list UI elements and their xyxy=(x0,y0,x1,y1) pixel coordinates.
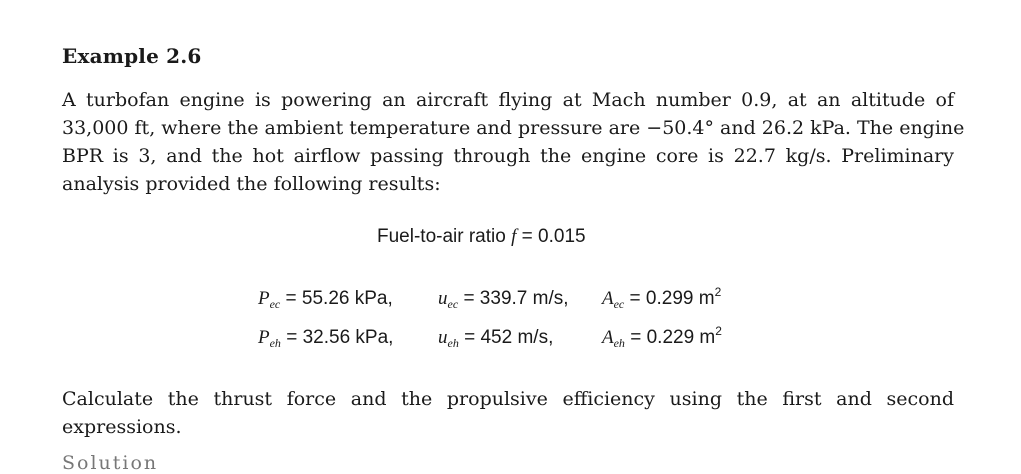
pressure-symbol: P xyxy=(258,327,270,348)
exponent: 2 xyxy=(714,285,722,299)
value: = 32.56 kPa, xyxy=(286,327,394,348)
area-symbol: A xyxy=(602,327,614,348)
problem-line: BPR is 3, and the hot airflow passing through the engine core is 22.7 kg/s. Preliminary xyxy=(62,145,954,167)
cold-velocity xyxy=(438,288,602,312)
hot-stream-results xyxy=(258,324,722,351)
task-line: expressions. xyxy=(62,416,182,438)
area-symbol: A xyxy=(602,288,614,309)
fuel-ratio-label: Fuel-to-air ratio xyxy=(377,226,506,247)
problem-line: analysis provided the following results: xyxy=(62,173,441,195)
subscript: ec xyxy=(613,297,625,311)
subscript: eh xyxy=(447,336,459,350)
value: = 55.26 kPa, xyxy=(285,288,393,309)
velocity-symbol: u xyxy=(438,288,448,309)
fuel-ratio-value: = 0.015 xyxy=(521,226,586,247)
cold-stream-results xyxy=(258,285,721,312)
pressure-symbol: P xyxy=(258,288,270,309)
hot-area xyxy=(602,324,722,351)
task-line: Calculate the thrust force and the propulsive efficiency using the first and second xyxy=(62,388,954,410)
cold-area xyxy=(602,285,721,312)
cutoff-next-line: Solution xyxy=(62,452,159,474)
value: = 339.7 m/s, xyxy=(463,288,569,309)
subscript: eh xyxy=(613,336,625,350)
subscript: ec xyxy=(269,297,281,311)
problem-line: 33,000 ft, where the ambient temperature and pressure are −50.4° and 26.2 kPa. The engine xyxy=(62,117,965,139)
hot-pressure xyxy=(258,327,438,351)
task-statement xyxy=(62,385,954,441)
cold-pressure xyxy=(258,288,438,312)
problem-line: A turbofan engine is powering an aircraft flying at Mach number 0.9, at an altitude of xyxy=(62,89,954,111)
problem-statement xyxy=(62,86,965,198)
value: = 0.299 m xyxy=(629,288,715,309)
fuel-ratio-symbol: f xyxy=(511,226,517,247)
hot-velocity xyxy=(438,327,602,351)
velocity-symbol: u xyxy=(438,327,448,348)
exponent: 2 xyxy=(715,324,722,338)
example-heading: Example 2.6 xyxy=(62,44,202,68)
value: = 452 m/s, xyxy=(464,327,554,348)
fuel-air-ratio-equation xyxy=(377,226,586,248)
subscript: eh xyxy=(269,336,281,350)
subscript: ec xyxy=(447,297,459,311)
value: = 0.229 m xyxy=(630,327,716,348)
